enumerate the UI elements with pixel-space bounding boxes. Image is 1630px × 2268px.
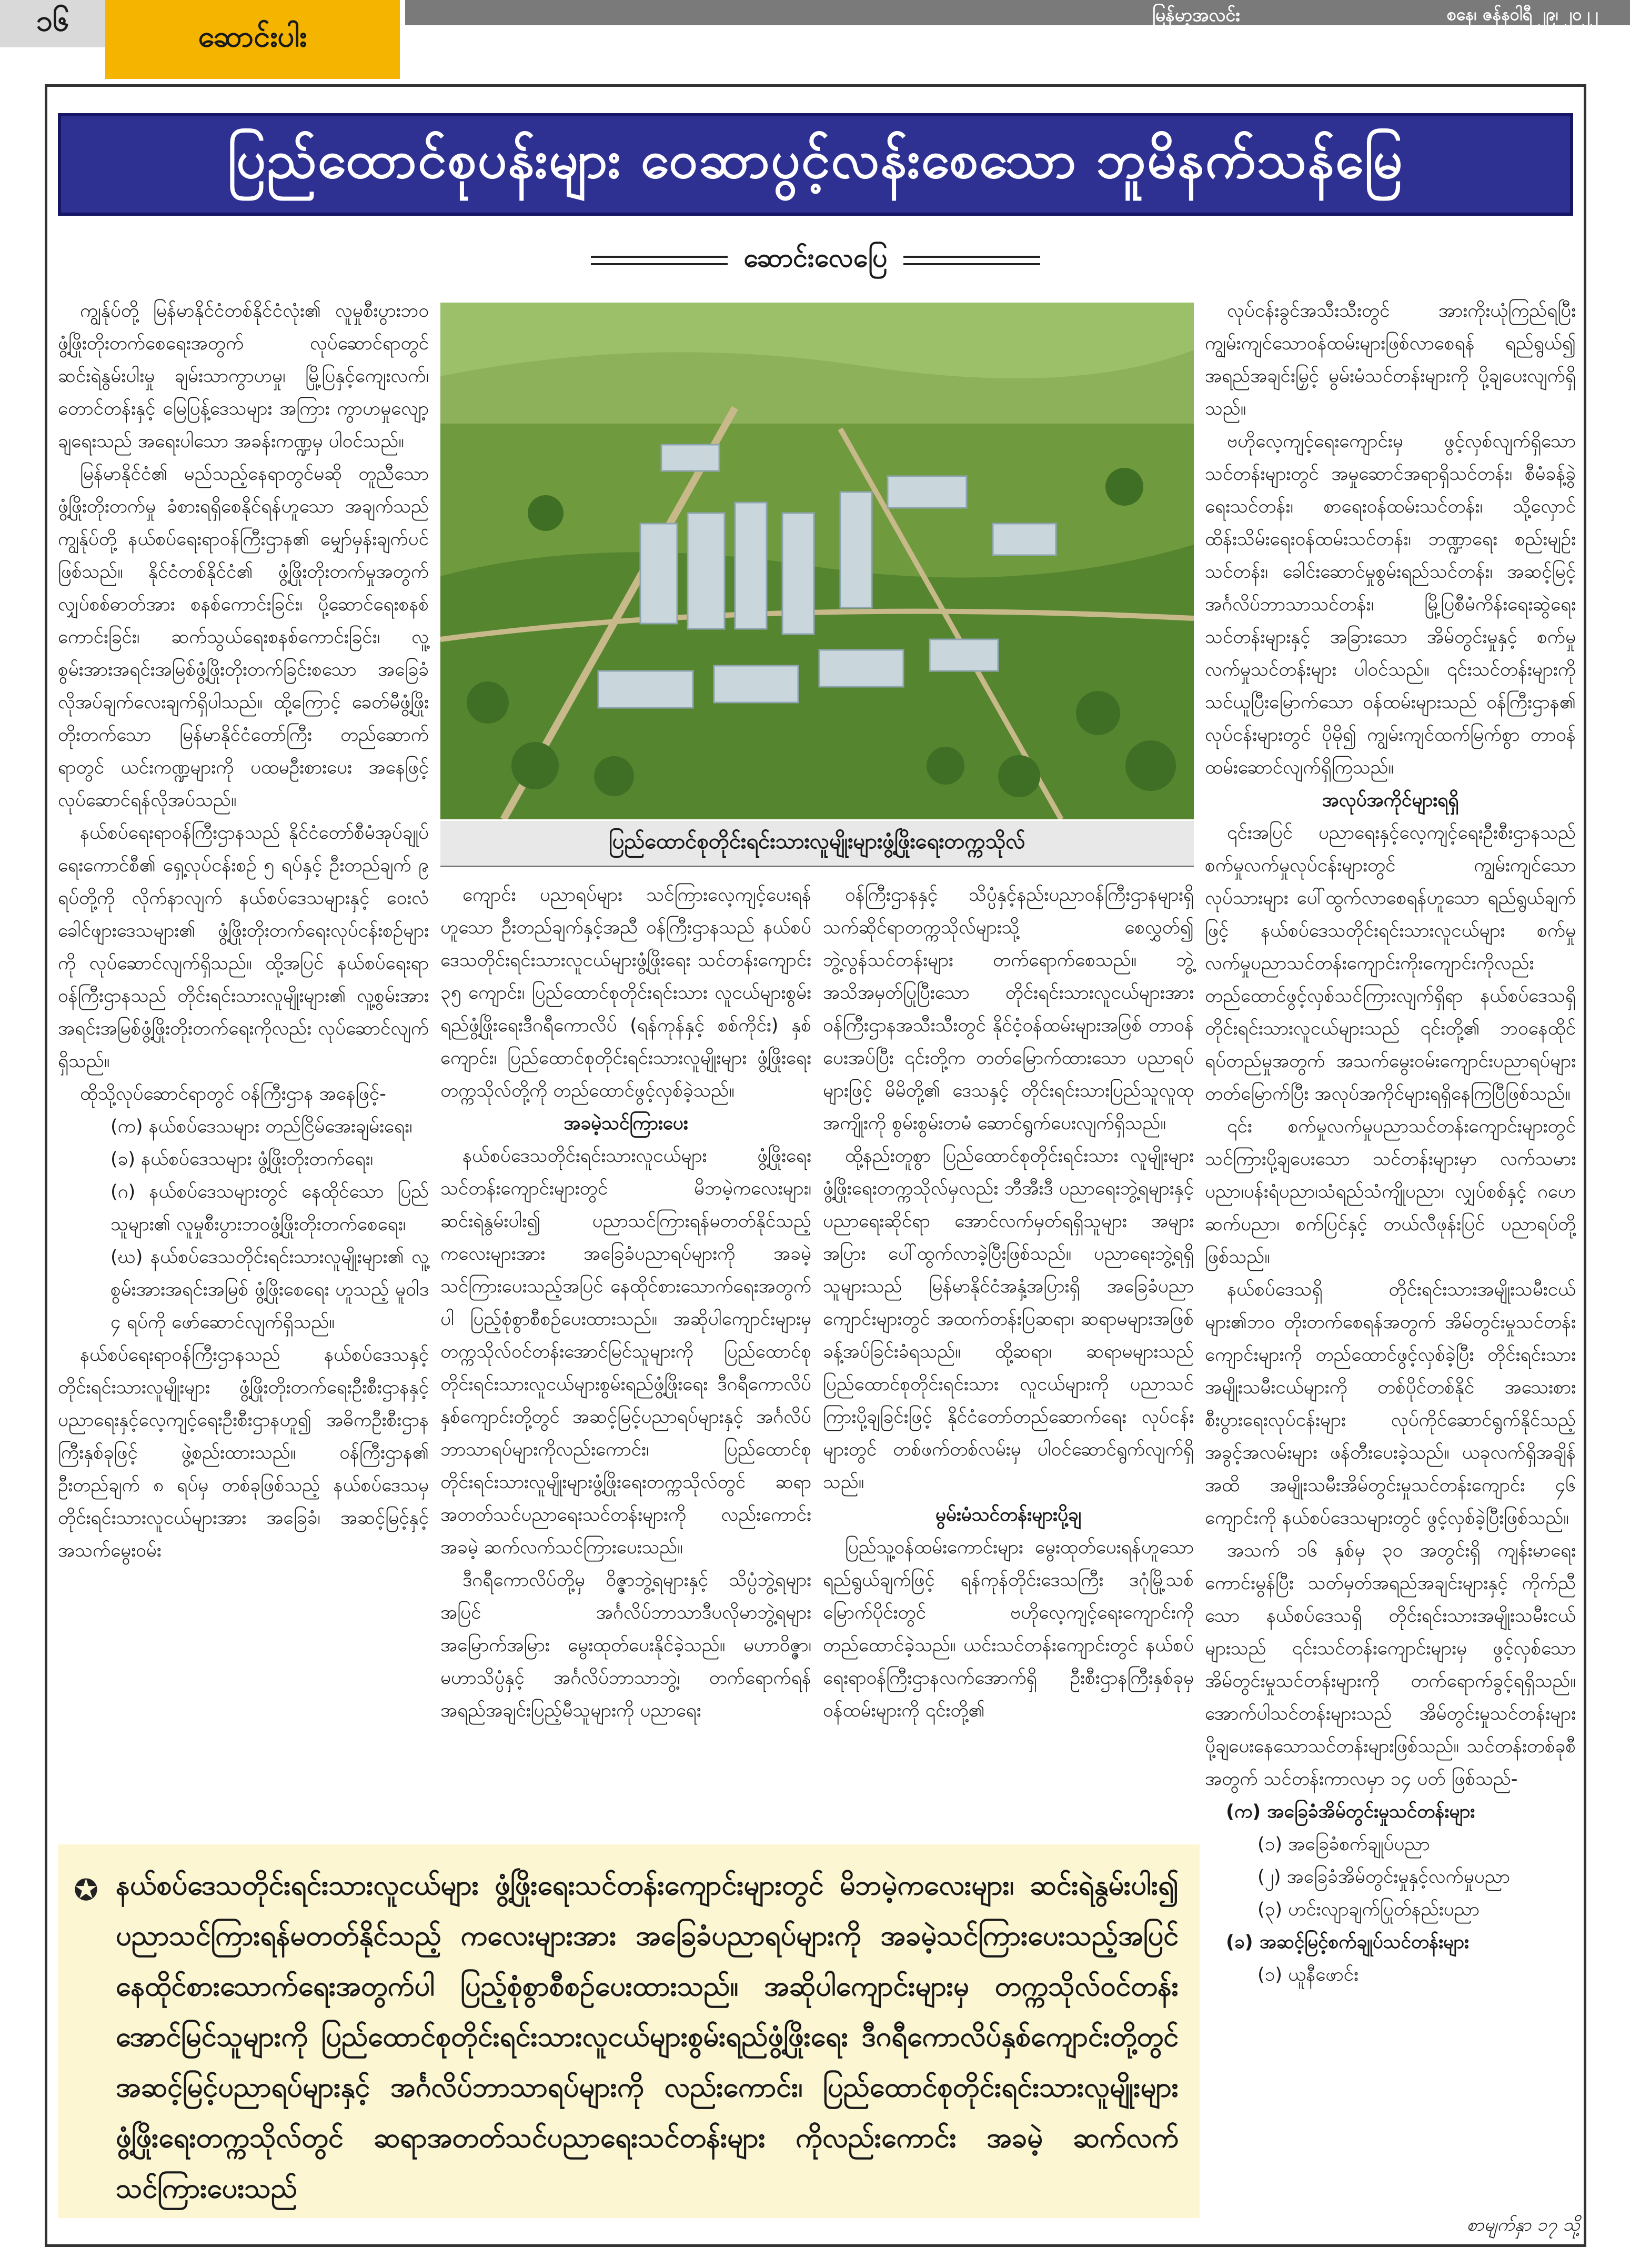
paragraph: ဒီဂရီကောလိပ်တို့မှ ဝိဇ္ဇာဘွဲ့ရများနှင့် သိပ္ပံဘွဲ့ရများအပြင် အင်္ဂလိပ်ဘာသာဒီပလိုမာဘွဲ့ရများ အမြောက်အမြား မွေးထုတ်ပေးနိုင်ခဲ့သည်။ မဟာဝိဇ္ဇာ၊ မဟာသိပ္ပံနှင့် အင်္ဂလိပ်ဘာသာဘွဲ့၊ တက်ရောက်ရန် အရည်အချင်းပြည့်မီသူများကို ပညာရေး bbox=[440, 1570, 811, 1721]
aerial-campus-photo bbox=[440, 303, 1194, 819]
paragraph: ကျောင်း ပညာရပ်များ သင်ကြားလေ့ကျင့်ပေးရန် ဟူသော ဦးတည်ချက်နှင့်အညီ ဝန်ကြီးဌာနသည် နယ်စပ်ဒေသတိုင်းရင်းသားလူငယ်များဖွံ့ဖြိုးရေး သင်တန်းကျောင်း ၃၅ ကျောင်း၊ ပြည်ထောင်စုတိုင်းရင်းသား လူငယ်များစွမ်းရည်ဖွံ့ဖြိုးရေးဒီဂရီကောလိပ် (ရန်ကုန်နှင့် စစ်ကိုင်း) နှစ်ကျောင်း၊ ပြည်ထောင်စုတိုင်းရင်းသားလူမျိုးများ ဖွံ့ဖြိုးရေးတက္ကသိုလ်တို့ကို တည်ထောင်ဖွင့်လှစ်ခဲ့သည်။ bbox=[440, 885, 811, 1101]
paragraph: နယ်စပ်ရေးရာဝန်ကြီးဌာနသည် နယ်စပ်ဒေသနှင့် တိုင်းရင်းသားလူမျိုးများ ဖွံ့ဖြိုးတိုးတက်ရေးဦးစီးဌာနနှင့် ပညာရေးနှင့်လေ့ကျင့်ရေးဦးစီးဌာနဟူ၍ အဓိကဦးစီးဌာနကြီးနှစ်ခုဖြင့် ဖွဲ့စည်းထားသည်။ ဝန်ကြီးဌာန၏ ဦးတည်ချက် ၈ ရပ်မှ တစ်ခုဖြစ်သည့် နယ်စပ်ဒေသမှ တိုင်းရင်းသားလူငယ်များအား အခြေခံ၊ အဆင့်မြင့်နှင့် အသက်မွေးဝမ်း bbox=[58, 1344, 429, 1561]
headline-box bbox=[58, 113, 1573, 216]
page-header bbox=[0, 0, 1630, 79]
column-3 bbox=[823, 879, 1194, 1837]
list-item: (ဃ) နယ်စပ်ဒေသတိုင်းရင်းသားလူမျိုးများ၏ လူ့စွမ်းအားအရင်းအမြစ် ဖွံ့ဖြိုးစေရေး ဟူသည့် မူဝါဒ ၄ ရပ်ကို ဖော်ဆောင်လျက်ရှိသည်။ bbox=[110, 1247, 429, 1333]
list-item: (က) နယ်စပ်ဒေသများ တည်ငြိမ်အေးချမ်းရေး၊ bbox=[110, 1116, 412, 1137]
byline bbox=[568, 239, 1063, 282]
list-item: (၁) အခြေခံစက်ချုပ်ပညာ bbox=[1257, 1834, 1430, 1855]
paragraph: ၎င်း စက်မှုလက်မှုပညာသင်တန်းကျောင်းများတွင် သင်ကြားပို့ချပေးသော သင်တန်းများမှာ လက်သမားပညာ၊ပန်းရံပညာ၊သံရည်သံကျိုပညာ၊ လျှပ်စစ်နှင့် ဂဟေဆက်ပညာ၊ စက်ပြင်နှင့် တယ်လီဖုန်းပြင် ပညာရပ်တို့ဖြစ်သည်။ bbox=[1205, 1116, 1576, 1268]
pull-quote bbox=[58, 1844, 1200, 2218]
section-label: ဆောင်းပါး bbox=[105, 0, 400, 79]
paragraph: အသက် ၁၆ နှစ်မှ ၃၀ အတွင်းရှိ ကျန်းမာရေးကောင်းမွန်ပြီး သတ်မှတ်အရည်အချင်းများနှင့် ကိုက်ညီသော နယ်စပ်ဒေသရှိ တိုင်းရင်းသားအမျိုးသမီးငယ်များသည် ၎င်းသင်တန်းကျောင်းများမှ ဖွင့်လှစ်သော အိမ်တွင်းမှုသင်တန်းများကို တက်ရောက်ခွင့်ရရှိသည်။ အောက်ပါသင်တန်းများသည် အိမ်တွင်းမှုသင်တန်းများ ပို့ချပေးနေသောသင်တန်းများဖြစ်သည်။ သင်တန်းတစ်ခုစီအတွက် သင်တန်းကာလမှာ ၁၄ ပတ် ဖြစ်သည်- bbox=[1205, 1540, 1576, 1790]
list-item: (၃) ဟင်းလျာချက်ပြုတ်နည်းပညာ bbox=[1257, 1899, 1480, 1920]
paragraph: မြန်မာနိုင်ငံ၏ မည်သည့်နေရာတွင်မဆို တူညီသော ဖွံ့ဖြိုးတိုးတက်မှု ခံစားရရှိစေနိုင်ရန်ဟူသော အချက်သည် ကျွန်ုပ်တို့ နယ်စပ်ရေးရာဝန်ကြီးဌာန၏ မျှော်မှန်းချက်ပင်ဖြစ်သည်။ နိုင်ငံတစ်နိုင်ငံ၏ ဖွံ့ဖြိုးတိုးတက်မှုအတွက် လျှပ်စစ်ဓာတ်အား စနစ်ကောင်းခြင်း၊ ပို့ဆောင်ရေးစနစ်ကောင်းခြင်း၊ ဆက်သွယ်ရေးစနစ်ကောင်းခြင်း၊ လူ့စွမ်းအားအရင်းအမြစ်ဖွံ့ဖြိုးတိုးတက်ခြင်းစသော အခြေခံလိုအပ်ချက်လေးချက်ရှိပါသည်။ ထို့ကြောင့် ခေတ်မီဖွံ့ဖြိုးတိုးတက်သော မြန်မာနိုင်ငံတော်ကြီး တည်ဆောက်ရာတွင် ယင်းကဏ္ဍများကို ပထမဦးစားပေး အနေဖြင့် လုပ်ဆောင်ရန်လိုအပ်သည်။ bbox=[58, 464, 429, 811]
paragraph: ထို့နည်းတူစွာ ပြည်ထောင်စုတိုင်းရင်းသား လူမျိုးများဖွံ့ဖြိုးရေးတက္ကသိုလ်မှလည်း ဘီအီးဒီ ပညာရေးဘွဲ့ရများနှင့် ပညာရေးဆိုင်ရာ အောင်လက်မှတ်ရရှိသူများ အများအပြား ပေါ်ထွက်လာခဲ့ပြီးဖြစ်သည်။ ပညာရေးဘွဲ့ရရှိသူများသည် မြန်မာနိုင်ငံအနှံ့အပြားရှိ အခြေခံပညာကျောင်းများတွင် အထက်တန်းပြဆရာ၊ ဆရာမများအဖြစ် ခန့်အပ်ခြင်းခံရသည်။ ထို့ဆရာ၊ ဆရာမများသည် ပြည်ထောင်စုတိုင်းရင်းသား လူငယ်များကို ပညာသင်ကြားပို့ချခြင်းဖြင့် နိုင်ငံတော်တည်ဆောက်ရေး လုပ်ငန်းများတွင် တစ်ဖက်တစ်လမ်းမှ ပါဝင်ဆောင်ရွက်လျက်ရှိသည်။ bbox=[823, 1146, 1194, 1493]
photo-illustration bbox=[440, 303, 1194, 819]
list-heading: (က) အခြေခံအိမ်တွင်းမှုသင်တန်းများ bbox=[1226, 1801, 1475, 1822]
flower-bullet-icon: ✪ bbox=[74, 1873, 98, 1908]
issue-date: စနေ၊ ဇန်နဝါရီ ၂၉၊ ၂၀၂၂ bbox=[1446, 4, 1598, 24]
subheading: အလုပ်အကိုင်များရရှိ bbox=[1322, 790, 1459, 811]
list-heading: (ခ) အဆင့်မြင့်စက်ချုပ်သင်တန်းများ bbox=[1226, 1932, 1469, 1953]
list-item: (ခ) နယ်စပ်ဒေသများ ဖွံ့ဖြိုးတိုးတက်ရေး၊ bbox=[110, 1149, 374, 1170]
header-band bbox=[405, 0, 1630, 25]
continued-note: စာမျက်နှာ ၁၇ သို့ bbox=[1466, 2214, 1580, 2235]
newspaper-name: မြန်မာ့အလင်း bbox=[1152, 5, 1240, 26]
photo-caption: ပြည်ထောင်စုတိုင်းရင်းသားလူမျိုးများဖွံ့ဖြိုးရေးတက္ကသိုလ် bbox=[440, 821, 1194, 867]
paragraph: လုပ်ငန်းခွင်အသီးသီးတွင် အားကိုးယုံကြည်ရပြီး ကျွမ်းကျင်သောဝန်ထမ်းများဖြစ်လာစေရန် ရည်ရွယ်၍ အရည်အချင်းမြှင့် မွမ်းမံသင်တန်းများကို ပို့ချပေးလျက်ရှိသည်။ bbox=[1205, 300, 1576, 419]
column-2 bbox=[440, 879, 811, 1837]
list-item: (ဂ) နယ်စပ်ဒေသများတွင် နေထိုင်သော ပြည်သူများ၏ လူမှုစီးပွားဘဝဖွံ့ဖြိုးတိုးတက်စေရေး၊ bbox=[110, 1181, 429, 1235]
column-4 bbox=[1205, 295, 1576, 2210]
byline-rule-right bbox=[903, 256, 1040, 265]
subheading: မွမ်းမံသင်တန်းများပို့ချ bbox=[935, 1504, 1082, 1526]
paragraph: ကျွန်ုပ်တို့ မြန်မာနိုင်ငံတစ်နိုင်ငံလုံး၏ လူမှုစီးပွားဘဝဖွံ့ဖြိုးတိုးတက်စေရေးအတွက် လုပ်ဆောင်ရာတွင် ဆင်းရဲနွမ်းပါးမှု ချမ်းသာကွာဟမှု၊ မြို့ပြနှင့်ကျေးလက်၊ တောင်တန်းနှင့် မြေပြန့်ဒေသများ အကြား ကွာဟမှုလျော့ချရေးသည် အရေးပါသော အခန်းကဏ္ဍမှ ပါဝင်သည်။ bbox=[58, 300, 429, 452]
paragraph: ဝန်ကြီးဌာနနှင့် သိပ္ပံနှင့်နည်းပညာဝန်ကြီးဌာနများရှိ သက်ဆိုင်ရာတက္ကသိုလ်များသို့ စေလွှတ်၍ ဘွဲ့လွန်သင်တန်းများ တက်ရောက်စေသည်။ ဘွဲ့အသိအမှတ်ပြုပြီးသော တိုင်းရင်းသားလူငယ်များအား ဝန်ကြီးဌာနအသီးသီးတွင် နိုင်ငံ့ဝန်ထမ်းများအဖြစ် တာဝန်ပေးအပ်ပြီး ၎င်းတို့က တတ်မြောက်ထားသော ပညာရပ်များဖြင့် မိမိတို့၏ ဒေသနှင့် တိုင်းရင်းသားပြည်သူလူထုအကျိုးကို စွမ်းစွမ်းတမံ ဆောင်ရွက်ပေးလျက်ရှိသည်။ bbox=[823, 885, 1194, 1134]
headline: ပြည်ထောင်စုပန်းများ ဝေဆာပွင့်လန်းစေသော ဘူမိနက်သန်မြေ bbox=[227, 130, 1404, 190]
pull-quote-text: နယ်စပ်ဒေသတိုင်းရင်းသားလူငယ်များ ဖွံ့ဖြိုးရေးသင်တန်းကျောင်းများတွင် မိဘမဲ့ကလေးများ၊ ဆင်းရဲနွမ်းပါး၍ ပညာသင်ကြားရန်မတတ်နိုင်သည့် ကလေးများအား အခြေခံပညာရပ်များကို အခမဲ့သင်ကြားပေးသည့်အပြင် နေထိုင်စားသောက်ရေးအတွက်ပါ ပြည့်စုံစွာစီစဉ်ပေးထားသည်။ အဆိုပါကျောင်းများမှ တက္ကသိုလ်ဝင်တန်းအောင်မြင်သူများကို ပြည်ထောင်စုတိုင်းရင်းသားလူငယ်များစွမ်းရည်ဖွံ့ဖြိုးရေး ဒီဂရီကောလိပ်နှစ်ကျောင်းတို့တွင် အဆင့်မြင့်ပညာရပ်များနှင့် အင်္ဂလိပ်ဘာသာရပ်များကို လည်းကောင်း၊ ပြည်ထောင်စုတိုင်းရင်းသားလူမျိုးများဖွံ့ဖြိုးရေးတက္ကသိုလ်တွင် ဆရာအတတ်သင်ပညာရေးသင်တန်းများ ကိုလည်းကောင်း အခမဲ့ ဆက်လက်သင်ကြားပေးသည် bbox=[116, 1870, 1179, 2204]
list-item: (၁) ယူနီဖောင်း bbox=[1257, 1964, 1359, 1985]
paragraph: ထိုသို့လုပ်ဆောင်ရာတွင် ဝန်ကြီးဌာန အနေဖြင့်- bbox=[80, 1083, 386, 1105]
author-name: ဆောင်းလေပြေ bbox=[743, 242, 888, 273]
subheading: အခမဲ့သင်ကြားပေး bbox=[564, 1113, 688, 1134]
paragraph: ၎င်းအပြင် ပညာရေးနှင့်လေ့ကျင့်ရေးဦးစီးဌာနသည် စက်မှုလက်မှုလုပ်ငန်းများတွင် ကျွမ်းကျင်သော လုပ်သားများ ပေါ်ထွက်လာစေရန်ဟူသော ရည်ရွယ်ချက်ဖြင့် နယ်စပ်ဒေသတိုင်းရင်းသားလူငယ်များ စက်မှုလက်မှုပညာသင်တန်းကျောင်းကိုးကျောင်းကိုလည်း တည်ထောင်ဖွင့်လှစ်သင်ကြားလျက်ရှိရာ နယ်စပ်ဒေသရှိ တိုင်းရင်းသားလူငယ်များသည် ၎င်းတို့၏ ဘဝနေထိုင်ရပ်တည်မှုအတွက် အသက်မွေးဝမ်းကျောင်းပညာရပ်များ တတ်မြောက်ပြီး အလုပ်အကိုင်များရရှိနေကြပြီဖြစ်သည်။ bbox=[1205, 822, 1576, 1105]
paragraph: နယ်စပ်ဒေသရှိ တိုင်းရင်းသားအမျိုးသမီးငယ်များ၏ဘဝ တိုးတက်စေရန်အတွက် အိမ်တွင်းမှုသင်တန်းကျောင်းများကို တည်ထောင်ဖွင့်လှစ်ခဲ့ပြီး တိုင်းရင်းသားအမျိုးသမီးငယ်များကို တစ်ပိုင်တစ်နိုင် အသေးစားစီးပွားရေးလုပ်ငန်းများ လုပ်ကိုင်ဆောင်ရွက်နိုင်သည့်အခွင့်အလမ်းများ ဖန်တီးပေးခဲ့သည်။ ယခုလက်ရှိအချိန်အထိ အမျိုးသမီးအိမ်တွင်းမှုသင်တန်းကျောင်း ၄၆ ကျောင်းကို နယ်စပ်ဒေသများတွင် ဖွင့်လှစ်ခဲ့ပြီးဖြစ်သည်။ bbox=[1205, 1279, 1576, 1529]
paragraph: ဗဟိုလေ့ကျင့်ရေးကျောင်းမှ ဖွင့်လှစ်လျက်ရှိသော သင်တန်းများတွင် အမှုဆောင်အရာရှိသင်တန်း၊ စီမံခန့်ခွဲရေးသင်တန်း၊ စာရေးဝန်ထမ်းသင်တန်း၊ သို့လှောင်ထိန်းသိမ်းရေးဝန်ထမ်းသင်တန်း၊ ဘဏ္ဍာရေး စည်းမျဉ်းသင်တန်း၊ ခေါင်းဆောင်မှုစွမ်းရည်သင်တန်း၊ အဆင့်မြင့်အင်္ဂလိပ်ဘာသာသင်တန်း၊ မြို့ပြစီမံကိန်းရေးဆွဲရေးသင်တန်းများနှင့် အခြားသော အိမ်တွင်းမှုနှင့် စက်မှုလက်မှုသင်တန်းများ ပါဝင်သည်။ ၎င်းသင်တန်းများကို သင်ယူပြီးမြောက်သော ဝန်ထမ်းများသည် ဝန်ကြီးဌာန၏ လုပ်ငန်းများတွင် ပိုမို၍ ကျွမ်းကျင်ထက်မြက်စွာ တာဝန်ထမ်းဆောင်လျက်ရှိကြသည်။ bbox=[1205, 431, 1576, 778]
page-number: ၁၆ bbox=[0, 0, 105, 47]
list-item: (၂) အခြေခံအိမ်တွင်းမှုနှင့်လက်မှုပညာ bbox=[1257, 1866, 1510, 1888]
paragraph: ပြည်သူ့ဝန်ထမ်းကောင်းများ မွေးထုတ်ပေးရန်ဟူသော ရည်ရွယ်ချက်ဖြင့် ရန်ကုန်တိုင်းဒေသကြီး ဒဂုံမြို့သစ်မြောက်ပိုင်းတွင် ဗဟိုလေ့ကျင့်ရေးကျောင်းကို တည်ထောင်ခဲ့သည်။ ယင်းသင်တန်းကျောင်းတွင် နယ်စပ်ရေးရာဝန်ကြီးဌာနလက်အောက်ရှိ ဦးစီးဌာနကြီးနှစ်ခုမှ ဝန်ထမ်းများကို ၎င်းတို့၏ bbox=[823, 1537, 1194, 1721]
byline-rule-left bbox=[591, 256, 728, 265]
paragraph: နယ်စပ်ရေးရာဝန်ကြီးဌာနသည် နိုင်ငံတော်စီမံအုပ်ချုပ်ရေးကောင်စီ၏ ရှေ့လုပ်ငန်းစဉ် ၅ ရပ်နှင့် ဦးတည်ချက် ၉ ရပ်တို့ကို လိုက်နာလျက် နယ်စပ်ဒေသများနှင့် ဝေးလံခေါင်ဖျားဒေသများ၏ ဖွံ့ဖြိုးတိုးတက်ရေးလုပ်ငန်းစဉ်များကို လုပ်ဆောင်လျက်ရှိသည်။ ထို့အပြင် နယ်စပ်ရေးရာဝန်ကြီးဌာနသည် တိုင်းရင်းသားလူမျိုးများ၏ လူ့စွမ်းအားအရင်းအမြစ်ဖွံ့ဖြိုးတိုးတက်ရေးကိုလည်း လုပ်ဆောင်လျက်ရှိသည်။ bbox=[58, 822, 429, 1072]
paragraph: နယ်စပ်ဒေသတိုင်းရင်းသားလူငယ်များ ဖွံ့ဖြိုးရေးသင်တန်းကျောင်းများတွင် မိဘမဲ့ကလေးများ၊ ဆင်းရဲနွမ်းပါး၍ ပညာသင်ကြားရန်မတတ်နိုင်သည့် ကလေးများအား အခြေခံပညာရပ်များကို အခမဲ့ သင်ကြားပေးသည့်အပြင် နေထိုင်စားသောက်ရေးအတွက်ပါ ပြည့်စုံစွာစီစဉ်ပေးထားသည်။ အဆိုပါကျောင်းများမှ တက္ကသိုလ်ဝင်တန်းအောင်မြင်သူများကို ပြည်ထောင်စုတိုင်းရင်းသားလူငယ်များစွမ်းရည်ဖွံ့ဖြိုးရေး ဒီဂရီကောလိပ်နှစ်ကျောင်းတို့တွင် အဆင့်မြင့်ပညာရပ်များနှင့် အင်္ဂလိပ်ဘာသာရပ်များကိုလည်းကောင်း၊ ပြည်ထောင်စုတိုင်းရင်းသားလူမျိုးများဖွံ့ဖြိုးရေးတက္ကသိုလ်တွင် ဆရာအတတ်သင်ပညာရေးသင်တန်းများကို လည်းကောင်း အခမဲ့ ဆက်လက်သင်ကြားပေးသည်။ bbox=[440, 1146, 811, 1558]
column-1 bbox=[58, 295, 429, 1837]
